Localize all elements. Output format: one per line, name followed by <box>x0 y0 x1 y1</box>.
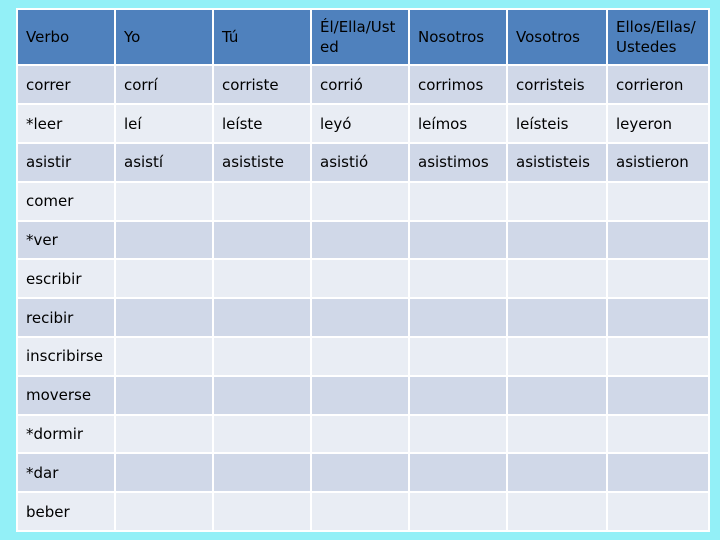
conjugation-cell <box>409 337 507 376</box>
conjugation-cell <box>507 453 607 492</box>
conjugation-cell <box>311 337 409 376</box>
verb-cell: *leer <box>17 104 115 143</box>
conjugation-cell <box>115 492 213 531</box>
conjugation-cell <box>507 221 607 260</box>
conjugation-cell <box>311 182 409 221</box>
header-cell-yo: Yo <box>115 9 213 65</box>
table-body <box>17 9 709 531</box>
conjugation-cell <box>409 259 507 298</box>
verb-cell: correr <box>17 65 115 104</box>
conjugation-cell <box>311 298 409 337</box>
verb-cell: *dar <box>17 453 115 492</box>
table-row <box>17 221 709 260</box>
conjugation-cell <box>607 453 709 492</box>
conjugation-cell: corrimos <box>409 65 507 104</box>
conjugation-cell: leíste <box>213 104 311 143</box>
verb-cell: *dormir <box>17 415 115 454</box>
table-row <box>17 453 709 492</box>
conjugation-cell: leísteis <box>507 104 607 143</box>
conjugation-cell <box>607 182 709 221</box>
verb-cell: escribir <box>17 259 115 298</box>
table-row <box>17 492 709 531</box>
table-row <box>17 65 709 104</box>
conjugation-cell <box>607 415 709 454</box>
table-row <box>17 143 709 182</box>
header-cell-ellos-ellas-ustedes: Ellos/Ellas/ Ustedes <box>607 9 709 65</box>
verb-cell: asistir <box>17 143 115 182</box>
conjugation-cell: corriste <box>213 65 311 104</box>
conjugation-cell <box>115 453 213 492</box>
conjugation-cell <box>213 182 311 221</box>
conjugation-cell <box>607 298 709 337</box>
verb-cell: *ver <box>17 221 115 260</box>
conjugation-cell <box>115 337 213 376</box>
conjugation-table <box>16 8 710 532</box>
conjugation-cell <box>115 298 213 337</box>
conjugation-cell <box>507 298 607 337</box>
conjugation-cell <box>311 453 409 492</box>
conjugation-cell: asistió <box>311 143 409 182</box>
header-cell-vosotros: Vosotros <box>507 9 607 65</box>
conjugation-cell <box>115 221 213 260</box>
verb-cell: beber <box>17 492 115 531</box>
conjugation-cell <box>311 221 409 260</box>
table-row <box>17 104 709 143</box>
conjugation-cell <box>607 337 709 376</box>
conjugation-cell: asistimos <box>409 143 507 182</box>
conjugation-cell <box>607 221 709 260</box>
table-row <box>17 376 709 415</box>
conjugation-cell <box>507 259 607 298</box>
header-cell-nosotros: Nosotros <box>409 9 507 65</box>
conjugation-cell <box>409 453 507 492</box>
conjugation-cell <box>507 337 607 376</box>
conjugation-cell <box>311 415 409 454</box>
conjugation-cell <box>409 415 507 454</box>
conjugation-table-container <box>16 8 708 532</box>
conjugation-cell <box>607 259 709 298</box>
conjugation-cell <box>115 376 213 415</box>
conjugation-cell <box>311 376 409 415</box>
conjugation-cell <box>213 376 311 415</box>
conjugation-cell <box>507 492 607 531</box>
table-header-row <box>17 9 709 65</box>
conjugation-cell: leí <box>115 104 213 143</box>
verb-cell: recibir <box>17 298 115 337</box>
conjugation-cell <box>507 376 607 415</box>
conjugation-cell <box>311 492 409 531</box>
conjugation-cell <box>213 492 311 531</box>
verb-cell: inscribirse <box>17 337 115 376</box>
conjugation-cell: corrieron <box>607 65 709 104</box>
table-row <box>17 415 709 454</box>
conjugation-cell: leímos <box>409 104 507 143</box>
conjugation-cell <box>311 259 409 298</box>
table-row <box>17 298 709 337</box>
table-row <box>17 182 709 221</box>
header-cell-verbo: Verbo <box>17 9 115 65</box>
conjugation-cell: asististe <box>213 143 311 182</box>
conjugation-cell <box>213 415 311 454</box>
conjugation-cell <box>409 492 507 531</box>
verb-cell: moverse <box>17 376 115 415</box>
conjugation-cell: leyeron <box>607 104 709 143</box>
conjugation-cell: corrí <box>115 65 213 104</box>
conjugation-cell: asististeis <box>507 143 607 182</box>
conjugation-cell <box>507 182 607 221</box>
conjugation-cell: corrió <box>311 65 409 104</box>
conjugation-cell <box>213 453 311 492</box>
table-row <box>17 337 709 376</box>
header-cell-el-ella-usted: Él/Ella/Ust ed <box>311 9 409 65</box>
conjugation-cell: asistieron <box>607 143 709 182</box>
table-row <box>17 259 709 298</box>
conjugation-cell: leyó <box>311 104 409 143</box>
conjugation-cell <box>607 376 709 415</box>
verb-cell: comer <box>17 182 115 221</box>
conjugation-cell <box>213 298 311 337</box>
conjugation-cell <box>115 415 213 454</box>
conjugation-cell <box>409 182 507 221</box>
conjugation-cell <box>409 221 507 260</box>
conjugation-cell <box>409 298 507 337</box>
conjugation-cell <box>409 376 507 415</box>
header-cell-tu: Tú <box>213 9 311 65</box>
conjugation-cell <box>607 492 709 531</box>
conjugation-cell <box>115 182 213 221</box>
conjugation-cell <box>115 259 213 298</box>
conjugation-cell <box>213 221 311 260</box>
conjugation-cell <box>213 259 311 298</box>
conjugation-cell <box>507 415 607 454</box>
conjugation-cell: corristeis <box>507 65 607 104</box>
conjugation-cell: asistí <box>115 143 213 182</box>
conjugation-cell <box>213 337 311 376</box>
